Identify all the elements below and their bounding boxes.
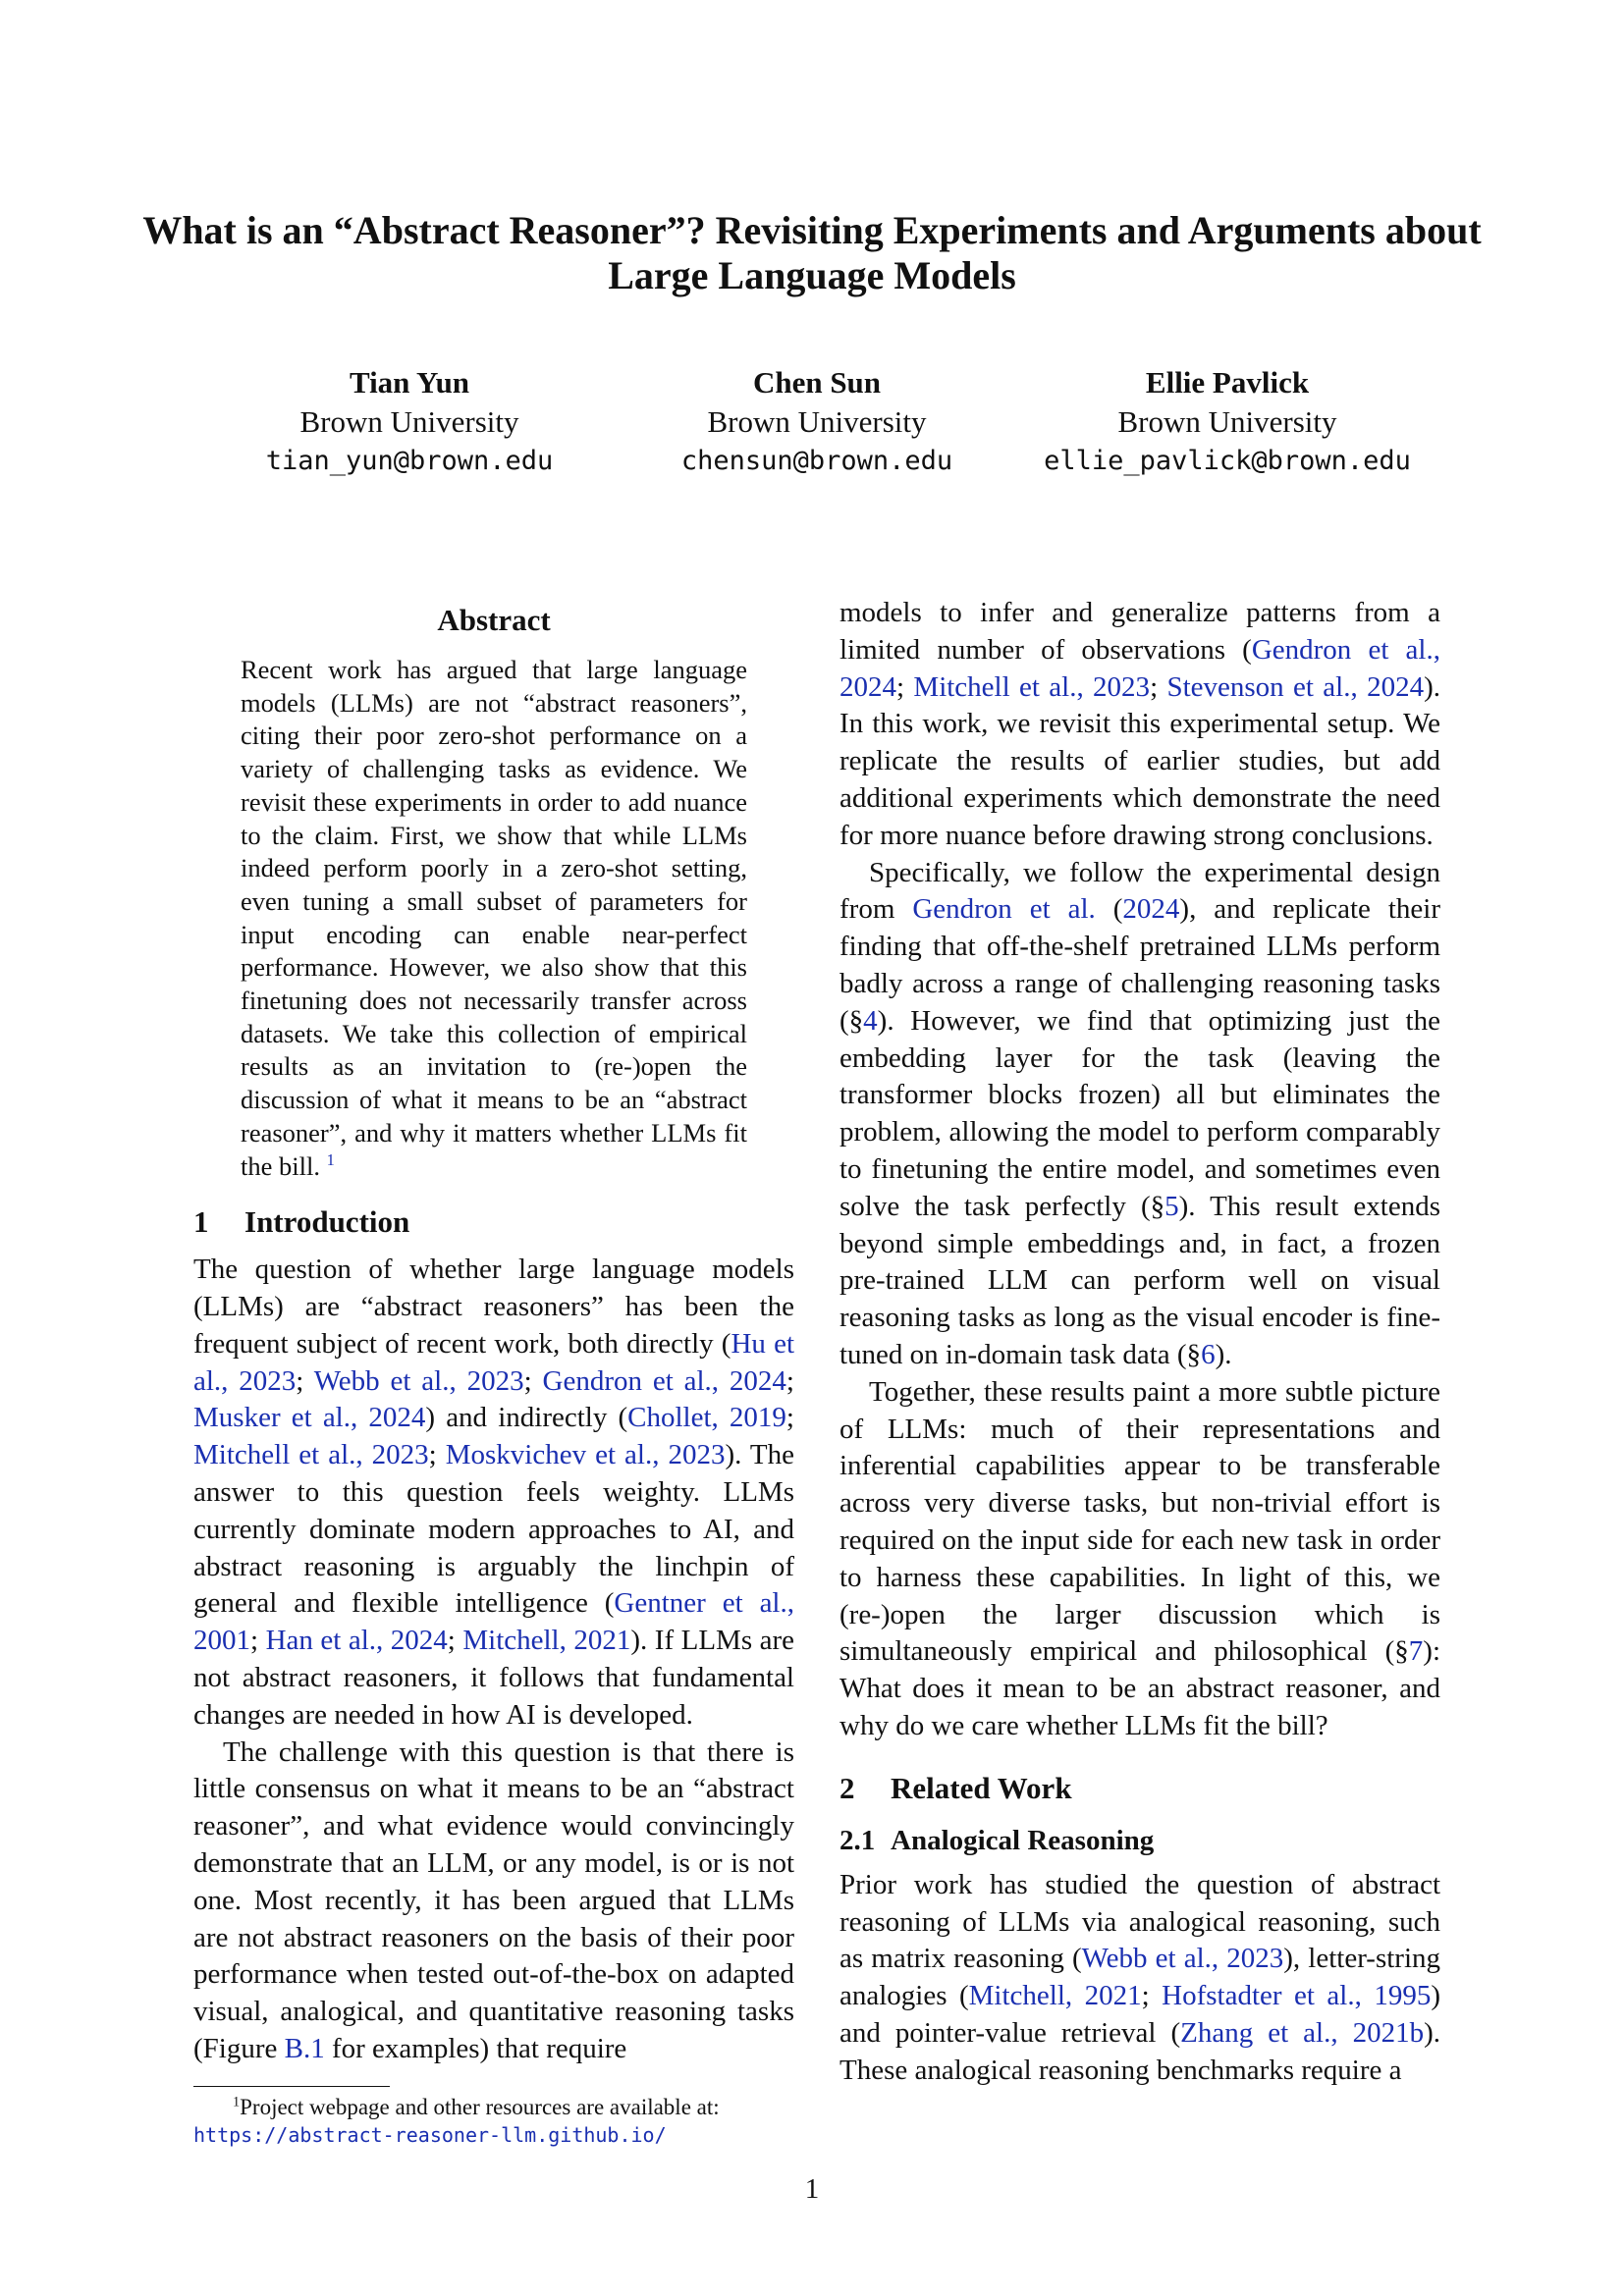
citation-link[interactable]: Moskvichev et al., 2023 xyxy=(445,1439,726,1471)
author-name: Tian Yun xyxy=(349,365,470,400)
author-affiliation: Brown University xyxy=(1117,404,1337,439)
author-email[interactable]: chensun@brown.edu xyxy=(680,446,953,476)
author-2 xyxy=(611,363,1023,481)
subsection-number: 2.1 xyxy=(839,1824,876,1856)
author-email[interactable]: tian_yun@brown.edu xyxy=(265,446,554,476)
project-url-link[interactable]: https://abstract-reasoner-llm.github.io/ xyxy=(193,2122,667,2147)
right-paragraph-4: Prior work has studied the question of abstract reasoning of LLMs via analogical reasoning, such as matrix reasoning (Webb et al., 2023), letter-string analogies (Mitchell, 2021; Hofstadter et al., 1995) and pointer-value retrieval (Zhang et al., 2021b). These analogical reasoning benchmarks require a xyxy=(839,1868,1440,2086)
section-heading-introduction xyxy=(193,1202,794,1242)
abstract-heading: Abstract xyxy=(437,603,551,637)
right-column xyxy=(839,595,1440,2089)
author-name: Chen Sun xyxy=(752,365,882,400)
citation-link[interactable]: Stevenson et al., 2024 xyxy=(1166,670,1425,703)
author-name: Ellie Pavlick xyxy=(1145,365,1310,400)
citation-link[interactable]: Gendron et al. xyxy=(912,893,1096,926)
subsection-heading-analogical-reasoning xyxy=(839,1822,1440,1859)
section-number: 2 xyxy=(839,1770,855,1805)
intro-paragraph-2: The challenge with this question is that there is little consensus on what it means to be an “abstract reasoner”, and what evidence would convincingly demonstrate that an LLM, or any model, is or is not one. Most recently, it has been argued that LLMs are not abstract reasoners on the basis of their poor performance when tested out-of-the-box on adapted visual, analogical, and quantitative reasoning tasks (Figure B.1 for examples) that require xyxy=(193,1735,794,2064)
section-title: Related Work xyxy=(891,1770,1072,1805)
citation-link[interactable]: Gendron et al., 2024 xyxy=(542,1364,786,1397)
section-link[interactable]: 6 xyxy=(1201,1338,1216,1370)
section-number: 1 xyxy=(193,1204,209,1240)
citation-link[interactable]: Webb et al., 2023 xyxy=(313,1364,524,1397)
citation-link[interactable]: Gendron et al., 2024 xyxy=(839,633,1440,703)
section-heading-related-work xyxy=(839,1769,1440,1808)
section-link[interactable]: 5 xyxy=(1164,1190,1179,1222)
abstract-text: Recent work has argued that large language models (LLMs) are not “abstract reasoners”, citing their poor zero-shot performance on a variety of challenging tasks as evidence. We revisit these experiments in order to add nuance to the claim. First, we show that while LLMs indeed perform poorly in a zero-shot setting, even tuning a small subset of parameters for input encoding can enable near-perfect performance. However, we also show that this finetuning does not necessarily transfer across datasets. We take this collection of empirical results as an invitation to (re-)open the discussion of what it means to be an “abstract reasoner”, and why it matters whether LLMs fit the bill. $^1$ xyxy=(241,655,747,1181)
figure-link[interactable]: B.1 xyxy=(284,2032,325,2064)
section-link[interactable]: 7 xyxy=(1408,1635,1424,1668)
footnote-marker[interactable]: 1 xyxy=(326,1149,335,1169)
citation-link[interactable]: Gentner et al., 2001 xyxy=(193,1587,794,1657)
section-link[interactable]: 4 xyxy=(863,1004,878,1037)
footnote: $^1$Project webpage and other resources are available at: https://abstract-reasoner-llm.github.io/ xyxy=(193,2093,794,2150)
citation-link[interactable]: 2024 xyxy=(1122,893,1180,926)
citation-link[interactable]: Musker et al., 2024 xyxy=(193,1402,426,1434)
right-paragraph-1: models to infer and generalize patterns from a limited number of observations (Gendron et al., 2024; Mitchell et al., 2023; Stevenson et al., 2024). In this work, we revisit this experimental setup. We replicate the results of earlier studies, but add additional experiments which demonstrate the need for more nuance before drawing strong conclusions. xyxy=(839,597,1440,851)
paper-title: What is an “Abstract Reasoner”? Revisiting Experiments and Arguments about Large Language Models xyxy=(142,208,1482,297)
citation-link[interactable]: Mitchell et al., 2023 xyxy=(913,670,1151,703)
author-3 xyxy=(1021,363,1434,481)
citation-link[interactable]: Hu et al., 2023 xyxy=(193,1327,794,1397)
subsection-title: Analogical Reasoning xyxy=(891,1824,1155,1856)
author-email[interactable]: ellie_pavlick@brown.edu xyxy=(1044,446,1411,476)
author-affiliation: Brown University xyxy=(299,404,519,439)
right-paragraph-3: Together, these results paint a more subtle picture of LLMs: much of their representations and inferential capabilities appear to be transferable across very diverse tasks, but non-trivial effort is required on the input side for each new task in order to harness these capabilities. In light of this, we (re-)open the larger discussion which is simultaneously empirical and philosophical (§7): What does it mean to be an abstract reasoner, and why do we care whether LLMs fit the bill? xyxy=(839,1375,1440,1741)
right-paragraph-2: Specifically, we follow the experimental design from Gendron et al. (2024), and replicate their finding that off-the-shelf pretrained LLMs perform badly across a range of challenging reasoning tasks (§4). However, we find that optimizing just the embedding layer for the task (leaving the transformer blocks frozen) all but eliminates the problem, allowing the model to perform comparably to finetuning the entire model, and sometimes even solve the task perfectly (§5). This result extends beyond simple embeddings and, in fact, a frozen pre-trained LLM can perform well on visual reasoning tasks as long as the visual encoder is fine-tuned on in-domain task data (§6). xyxy=(839,856,1440,1370)
section-title: Introduction xyxy=(244,1204,410,1240)
footnote-rule xyxy=(193,2086,390,2087)
left-column xyxy=(193,595,794,2150)
citation-link[interactable]: Webb et al., 2023 xyxy=(1081,1943,1284,1975)
footnote-number: 1 xyxy=(233,2094,241,2110)
citation-link[interactable]: Zhang et al., 2021b xyxy=(1180,2016,1425,2049)
author-1 xyxy=(203,363,616,481)
citation-link[interactable]: Hofstadter et al., 1995 xyxy=(1162,1980,1432,2012)
citation-link[interactable]: Mitchell et al., 2023 xyxy=(193,1439,429,1471)
intro-paragraph-1: The question of whether large language models (LLMs) are “abstract reasoners” has been the frequent subject of recent work, both directly (Hu et al., 2023; Webb et al., 2023; Gendron et al., 2024; Musker et al., 2024) and indirectly (Chollet, 2019; Mitchell et al., 2023; Moskvichev et al., 2023). The answer to this question feels weighty. LLMs currently dominate modern approaches to AI, and abstract reasoning is arguably the linchpin of general and flexible intelligence (Gentner et al., 2001; Han et al., 2024; Mitchell, 2021). If LLMs are not abstract reasoners, it follows that fundamental changes are needed in how AI is developed. xyxy=(193,1254,795,1731)
citation-link[interactable]: Mitchell, 2021 xyxy=(968,1980,1142,2012)
citation-link[interactable]: Han et al., 2024 xyxy=(265,1625,448,1657)
page-number: 1 xyxy=(804,2173,820,2205)
citation-link[interactable]: Mitchell, 2021 xyxy=(462,1625,631,1657)
citation-link[interactable]: Chollet, 2019 xyxy=(627,1402,786,1434)
author-affiliation: Brown University xyxy=(707,404,927,439)
